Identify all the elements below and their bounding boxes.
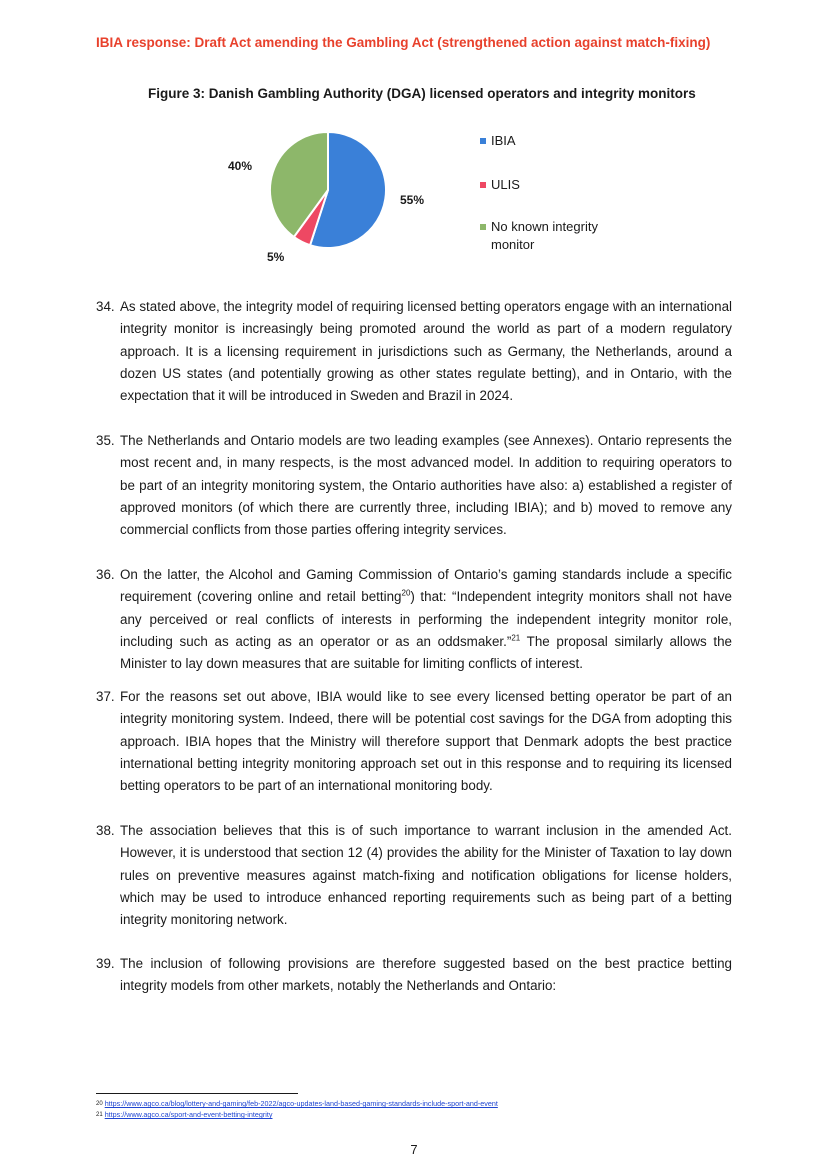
paragraph-number: 38. [96, 823, 115, 838]
paragraph-34 [96, 296, 732, 407]
paragraph-text: The Netherlands and Ontario models are two leading examples (see Annexes). Ontario represents the most recent and, in many respects, is the most advanced model. In addition to requiring operators to be part of an integrity monitoring system, the Ontario authorities have also: a) established a register of approved monitors (of which there are currently three, including IBIA); and b) moved to remove any commercial conflicts from those parties offering integrity services. [120, 433, 732, 538]
paragraph-37 [96, 686, 732, 797]
document-header: IBIA response: Draft Act amending the Gambling Act (strengthened action against match-fixing) [96, 35, 711, 50]
paragraph-36 [96, 564, 732, 675]
legend-swatch-no-monitor [480, 224, 486, 230]
legend-item-ibia [480, 132, 631, 150]
paragraph-number: 34. [96, 299, 115, 314]
paragraph-text-part: On the latter, the Alcohol and Gaming Commission of Ontario’s gaming standards include a specific requirement (covering online and retail betting [120, 567, 732, 605]
footnote-link[interactable]: https://www.agco.ca/sport-and-event-betting-integrity [104, 1110, 273, 1119]
paragraph-35 [96, 430, 732, 541]
footnote-21 [96, 1110, 272, 1120]
slice-value-label: 5% [267, 250, 285, 264]
paragraph-text: The association believes that this is of such importance to warrant inclusion in the amended Act. However, it is understood that section 12 (4) provides the ability for the Minister of Taxation to lay down rules on preventive measures against match-fixing and notification obligations for license holders, which may be used to introduce enhanced reporting requirements such as being part of a betting integrity monitoring network. [120, 823, 732, 928]
paragraph-text-part: The proposal similarly allows the Minister to lay down measures that are suitable for limiting conflicts of interest. [120, 633, 732, 672]
slice-value-label: 40% [228, 159, 253, 173]
footnote-ref-21: 21 [511, 633, 521, 643]
paragraph-text [120, 564, 732, 675]
footnote-divider [96, 1093, 298, 1094]
paragraph-number: 35. [96, 433, 115, 448]
paragraph-number: 36. [96, 567, 115, 582]
footnote-link[interactable]: https://www.agco.ca/blog/lottery-and-gaming/feb-2022/agco-updates-land-based-gaming-standards-include-sport-and-event [104, 1099, 498, 1108]
footnote-number: 21 [96, 1112, 103, 1118]
paragraph-text: The inclusion of following provisions are therefore suggested based on the best practice betting integrity models from other markets, notably the Netherlands and Ontario: [120, 956, 732, 994]
legend-item-ulis [480, 176, 631, 194]
legend-swatch-ibia [480, 138, 486, 144]
figure-title: Figure 3: Danish Gambling Authority (DGA) licensed operators and integrity monitors [148, 86, 696, 101]
footnote-20 [96, 1099, 498, 1109]
footnote-ref-20: 20 [401, 588, 411, 598]
legend-swatch-ulis [480, 182, 486, 188]
legend-item-no-monitor [480, 218, 616, 254]
paragraph-text: For the reasons set out above, IBIA would like to see every licensed betting operator be part of an integrity monitoring system. Indeed, there will be potential cost savings for the DGA from adopting this approach. IBIA hopes that the Ministry will therefore support that Denmark adopts the best practice international betting integrity monitoring approach set out in this response and to requiring its licensed betting operators to be part of an international monitoring body. [120, 689, 732, 794]
slice-value-label: 55% [400, 193, 425, 207]
paragraph-text: As stated above, the integrity model of requiring licensed betting operators engage with an international integrity monitor is increasingly being promoted around the world as part of a modern regulatory approach. It is a licensing requirement in jurisdictions such as Germany, the Netherlands, around a dozen US states (and potentially growing as other states regulate betting), and in Ontario, with the expectation that it will be introduced in Sweden and Brazil in 2024. [120, 299, 732, 404]
paragraph-39 [96, 953, 732, 998]
paragraph-number: 37. [96, 689, 115, 704]
legend-label: IBIA [491, 133, 516, 148]
legend-label: ULIS [491, 177, 520, 192]
legend-label: No known integrity monitor [491, 219, 598, 252]
paragraph-text-part: ) that: “Independent integrity monitors shall not have any perceived or real conflicts of interests in performing the independent integrity monitor role, including such as acting as an operator or as an oddsmaker.” [120, 589, 732, 649]
paragraph-38 [96, 820, 732, 931]
page-number: 7 [410, 1142, 418, 1157]
footnote-number: 20 [96, 1101, 103, 1107]
paragraph-number: 39. [96, 956, 115, 971]
